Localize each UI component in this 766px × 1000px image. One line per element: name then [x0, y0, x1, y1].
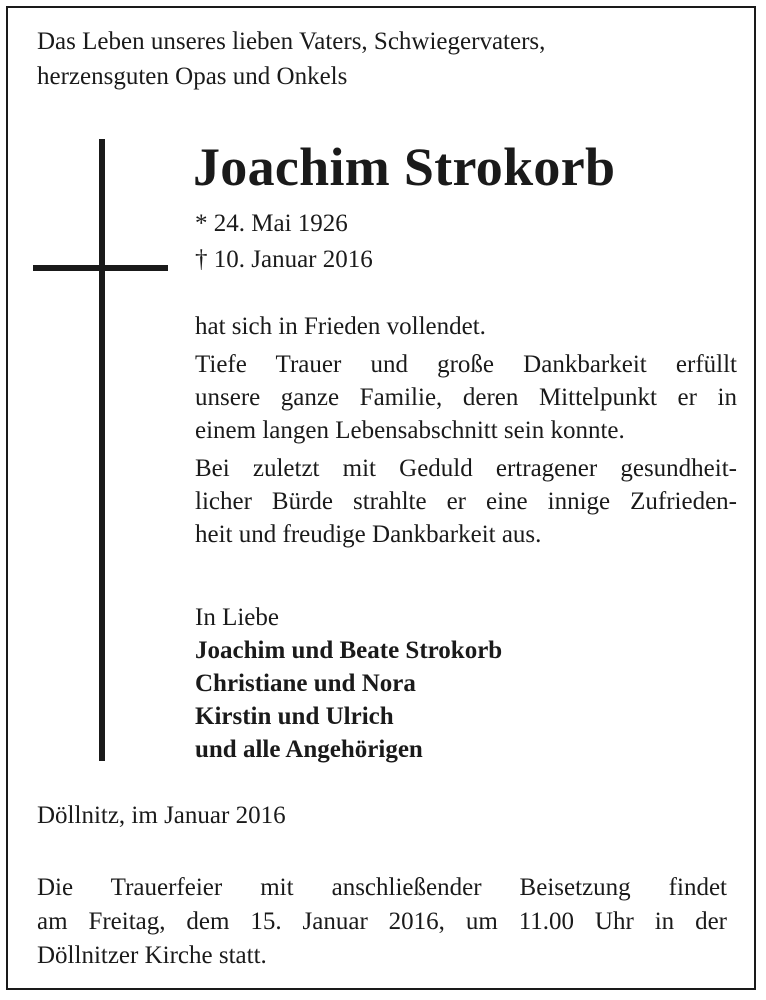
mourners-signature: [195, 601, 502, 766]
obituary-body: [195, 310, 737, 551]
completed-line: hat sich in Frieden vollendet.: [195, 313, 486, 340]
life-dates: [195, 206, 373, 278]
paragraph-line: einem langen Lebensabschnitt sein konnte.: [195, 417, 625, 444]
birth-date: * 24. Mai 1926: [195, 210, 348, 237]
intro-line-2: herzensguten Opas und Onkels: [37, 63, 348, 90]
paragraph-line: licher Bürde strahlte er eine innige Zufrieden-: [195, 488, 737, 515]
paragraph-line: Tiefe Trauer und große Dankbarkeit erfüllt: [195, 351, 737, 378]
cross-horizontal-bar: [33, 265, 168, 271]
place-date: Döllnitz, im Januar 2016: [37, 802, 286, 829]
funeral-line: Die Trauerfeier mit anschließender Beisetzung findet: [37, 874, 727, 901]
funeral-info: [37, 871, 727, 973]
mourner-name: Joachim und Beate Strokorb: [195, 637, 503, 664]
intro-line-1: Das Leben unseres lieben Vaters, Schwiegervaters,: [37, 28, 546, 55]
mourner-name: und alle Angehörigen: [195, 736, 423, 763]
closing-phrase: In Liebe: [195, 604, 279, 631]
mourner-name: Christiane und Nora: [195, 670, 416, 697]
obituary-notice: [6, 6, 756, 990]
funeral-line: am Freitag, dem 15. Januar 2016, um 11.00 Uhr in der: [37, 908, 727, 935]
paragraph-grief: [195, 348, 737, 447]
mourner-name: Kirstin und Ulrich: [195, 703, 394, 730]
death-date: † 10. Januar 2016: [195, 246, 373, 273]
deceased-name: Joachim Strokorb: [193, 137, 616, 197]
paragraph-line: Bei zuletzt mit Geduld ertragener gesundheit-: [195, 455, 737, 482]
paragraph-patience: [195, 452, 737, 551]
paragraph-line: unsere ganze Familie, deren Mittelpunkt er in: [195, 384, 737, 411]
cross-vertical-bar: [99, 139, 105, 761]
intro-text: [37, 24, 727, 94]
funeral-line: Döllnitzer Kirche statt.: [37, 942, 267, 969]
paragraph-line: heit und freudige Dankbarkeit aus.: [195, 521, 542, 548]
